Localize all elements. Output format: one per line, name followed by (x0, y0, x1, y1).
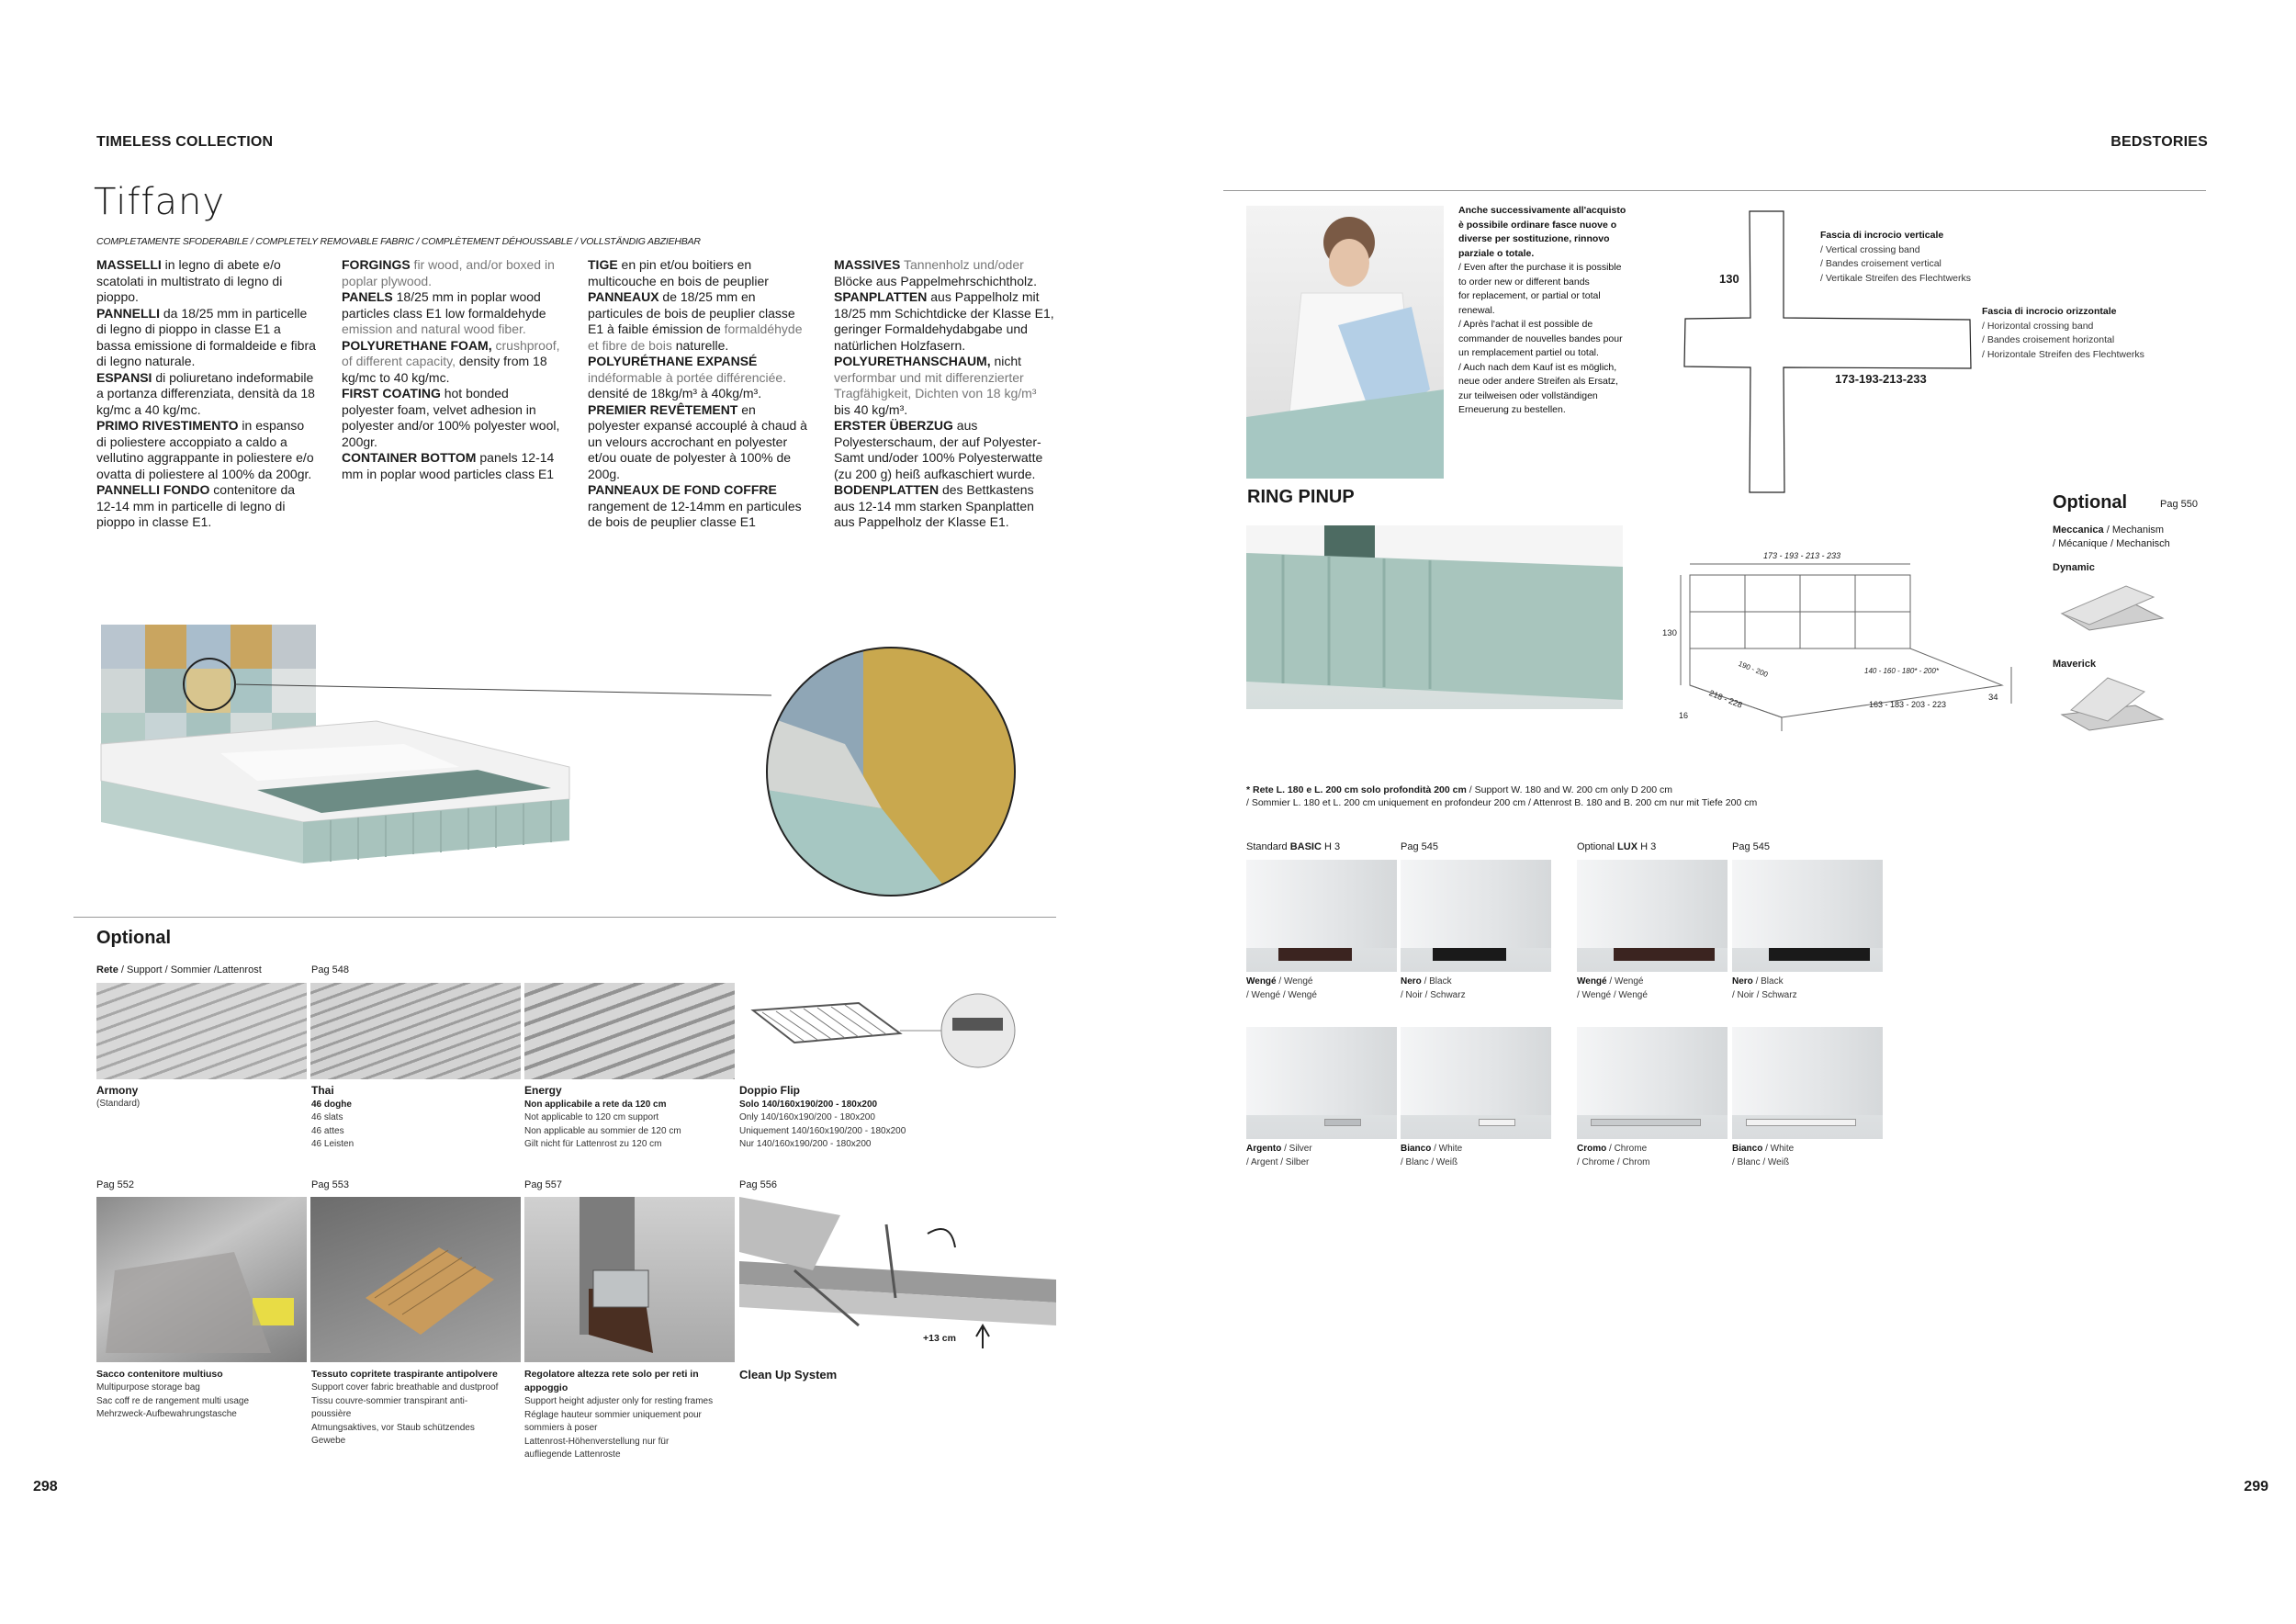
page-number-right: 299 (2244, 1479, 2268, 1494)
spec-paragraph (96, 257, 317, 306)
caption-line: Uniquement 140/160x190/200 - 180x200 (739, 1125, 906, 1136)
band-text-line: renewal. (1458, 304, 1495, 316)
height-adjuster-image (524, 1197, 735, 1362)
tiffany-bed-image (73, 606, 1056, 900)
band-text-bold: è possibile ordinare fasce nuove o (1458, 219, 1617, 231)
band-text-line: / Auch nach dem Kauf ist es möglich, (1458, 361, 1617, 373)
ring-pinup-image (1246, 525, 1623, 709)
dynamic-image (2053, 577, 2167, 641)
specs-french (588, 257, 808, 531)
specs-english (342, 257, 562, 482)
caption-line: Multipurpose storage bag (96, 1382, 200, 1393)
armony-caption (96, 1084, 307, 1111)
spec-term: TIGE (588, 257, 618, 272)
caption-line: Tissu couvre-sommier transpirant anti- (311, 1395, 468, 1406)
band-height: 130 (1719, 272, 1739, 286)
foot-label-bold: Cromo (1577, 1144, 1607, 1154)
spec-text: in espanso di poliestere accoppiato a caldo a vellutino aggrappante in poliestere e/o ovatta di poliestere al 100% da 200gr. (96, 418, 314, 481)
foot-label-text: / White (1762, 1144, 1795, 1154)
foot-label-line2: / Argent / Silber (1246, 1156, 1310, 1167)
caption-line: aufliegende Lattenroste (524, 1449, 621, 1460)
thai-image (310, 983, 521, 1079)
specs-italian (96, 257, 317, 531)
spec-paragraph (342, 289, 562, 338)
bed-side (1401, 1027, 1551, 1115)
spec-paragraph (834, 257, 1054, 289)
spec-text: des Bettkastens aus 12-14 mm starken Spanplatten aus Pappelholz der Klasse E1. (834, 482, 1034, 529)
spec-text: verformbar und mit differenzierter Tragfähigkeit, Dichten von 18 kg/m³ (834, 369, 1037, 400)
caption-name: Energy (524, 1084, 562, 1097)
foot-label (1401, 976, 1466, 1002)
caption-line: Gewebe (311, 1436, 346, 1446)
spec-text: crushproof, of different capacity, (342, 337, 560, 368)
specs-german (834, 257, 1054, 531)
foot-label-bold: Argento (1246, 1144, 1282, 1154)
spec-paragraph (588, 402, 808, 483)
foot-label-text: / Black (1752, 976, 1784, 987)
caption-name: appoggio (524, 1382, 568, 1393)
spec-text: emission and natural wood fiber. (342, 321, 526, 336)
spec-term: BODENPLATTEN (834, 482, 940, 497)
armony-image (96, 983, 307, 1079)
caption-line: poussière (311, 1409, 352, 1419)
bed-side (1732, 860, 1883, 948)
spec-paragraph (588, 482, 808, 531)
horizontal-band-label: Fascia di incrocio orizzontale / Horizontal crossing band / Bandes croisement horizontal / Horizontale Streifen des Flechtwerks (1982, 305, 2166, 362)
spec-text: da 18/25 mm in particelle di legno di pioppo in classe E1 a bassa emissione di formaldeide e fibra di legno naturale. (96, 305, 316, 368)
bed-side (1577, 1027, 1728, 1115)
bed-side (1246, 1027, 1397, 1115)
foot-shape (1591, 1119, 1701, 1126)
caption-line: Sac coff re de rangement multi usage (96, 1395, 250, 1406)
spec-text: bis 40 kg/m³. (834, 401, 908, 417)
caption-name: Sacco contenitore multiuso (96, 1369, 223, 1380)
caption-sub: Solo 140/160x190/200 - 180x200 (739, 1100, 878, 1110)
band-text-bold: parziale o totale. (1458, 247, 1535, 259)
spec-paragraph (96, 306, 317, 370)
spec-term: MASSELLI (96, 257, 162, 272)
spec-text: densité de 18kg/m³ à 40kg/m³. (588, 386, 762, 400)
band-width: 173-193-213-233 (1835, 372, 1927, 386)
dynamic-label: Dynamic (2053, 562, 2095, 573)
dim-foot: 16 (1679, 711, 1689, 720)
caption-line: 46 Leisten (311, 1139, 355, 1149)
bed-side (1732, 1027, 1883, 1115)
caption-line: Only 140/160x190/200 - 180x200 (739, 1112, 875, 1122)
foot-shape (1479, 1119, 1515, 1126)
band-text-line: un remplacement partiel ou total. (1458, 347, 1599, 358)
spec-text: Blöcke aus Pappelmehrschichtholz. (834, 273, 1038, 288)
spec-paragraph (834, 289, 1054, 354)
cleanup-caption (739, 1368, 950, 1382)
vertical-band-label: Fascia di incrocio verticale / Vertical crossing band / Bandes croisement vertical / Vertikale Streifen des Flechtwerks (1820, 229, 2004, 286)
caption-line: Not applicable to 120 cm support (524, 1112, 659, 1122)
doppio-flip-image (739, 983, 1056, 1079)
foot-label (1246, 1143, 1312, 1169)
spec-text: panels 12-14 mm in poplar wood particles class E1 (342, 450, 555, 481)
spec-term: FIRST COATING (342, 386, 441, 400)
foot-shape (1769, 948, 1870, 961)
foot-label-text: / White (1431, 1144, 1463, 1154)
caption-name: Regolatore altezza rete solo per reti in (524, 1369, 699, 1380)
spec-paragraph (588, 289, 808, 354)
spec-term: POLYURÉTHANE EXPANSÉ (588, 354, 758, 368)
foot-label (1577, 1143, 1649, 1169)
foot-label-bold: Nero (1401, 976, 1422, 987)
foot-shape (1433, 948, 1506, 961)
page-number-left: 298 (33, 1479, 58, 1494)
caption-line: 46 slats (311, 1112, 343, 1122)
foot-label-text: / Wengé (1606, 976, 1644, 987)
caption-name: Clean Up System (739, 1368, 838, 1382)
spec-term: CONTAINER BOTTOM (342, 450, 477, 465)
foot-swatch (1577, 1027, 1728, 1139)
ring-pinup-title: RING PINUP (1247, 487, 1355, 507)
caption-line: Nur 140/160x190/200 - 180x200 (739, 1139, 872, 1149)
foot-swatch (1732, 860, 1883, 972)
spec-term: PANNEAUX DE FOND COFFRE (588, 482, 777, 497)
foot-label-line2: / Wengé / Wengé (1246, 989, 1317, 1000)
horizontal-band-line: / Horizontal crossing band (1982, 320, 2094, 332)
sacco-caption (96, 1368, 307, 1422)
caption-line: (Standard) (96, 1099, 141, 1109)
regolatore-caption (524, 1368, 735, 1462)
energy-caption (524, 1084, 735, 1152)
foot-label-bold: Bianco (1732, 1144, 1763, 1154)
spec-text: en polyester expansé accouplé à chaud à un velours accrochant en polyester et/ou ouate de polyester à 100% de 200g. (588, 401, 807, 481)
caption-sub: 46 doghe (311, 1100, 352, 1110)
band-text-line: commander de nouvelles bandes pour (1458, 333, 1623, 344)
caption-line: 46 attes (311, 1125, 344, 1136)
spec-term: PANNELLI (96, 305, 160, 321)
spec-term: PANNEAUX (588, 289, 659, 304)
spec-text: density from 18 kg/mc to 40 kg/mc. (342, 354, 547, 385)
spec-term: POLYURETHANSCHAUM, (834, 354, 991, 368)
caption-line: Non applicable au sommier de 120 cm (524, 1125, 681, 1136)
cleanup-note: +13 cm (923, 1333, 956, 1344)
foot-shape (1746, 1119, 1856, 1126)
bed-side (1246, 860, 1397, 948)
collection-label: TIMELESS COLLECTION (96, 134, 274, 150)
page-title: Tiffany (94, 181, 226, 223)
regolatore-page: Pag 557 (524, 1179, 562, 1190)
dim-h: 130 (1662, 628, 1677, 638)
foot-label-bold: Nero (1732, 976, 1753, 987)
spec-term: PREMIER REVÊTEMENT (588, 401, 738, 417)
spec-text: 18/25 mm in poplar wood particles class E1 low formaldehyde (342, 289, 546, 321)
spec-text: aus Polyesterschaum, der auf Polyester-Samt und/oder 100% Polyesterwatte (zu 200 g) heiß aufkaschiert wurde. (834, 418, 1043, 481)
foot-swatch (1401, 1027, 1551, 1139)
spec-text: en pin et/ou boitiers en multicouche en bois de peuplier (588, 257, 769, 288)
brand-label: BEDSTORIES (2110, 134, 2208, 150)
cover-fabric-image (310, 1197, 521, 1362)
thai-caption (311, 1084, 522, 1152)
optional-feet-label: Optional LUX H 3 (1577, 841, 1657, 852)
vertical-band-line: / Bandes croisement vertical (1820, 258, 1941, 269)
foot-shape (1614, 948, 1715, 961)
spec-term: PANELS (342, 289, 393, 304)
caption-line: Gilt nicht für Lattenrost zu 120 cm (524, 1139, 662, 1149)
foot-label-bold: Bianco (1401, 1144, 1432, 1154)
dim-mid: 190 - 200 (1737, 659, 1770, 680)
foot-shape (1278, 948, 1352, 961)
bed-side (1577, 860, 1728, 948)
sacco-page: Pag 552 (96, 1179, 134, 1190)
spec-term: PRIMO RIVESTIMENTO (96, 418, 239, 433)
band-text-line: Erneuerung zu bestellen. (1458, 404, 1566, 415)
band-text-line: / Après l'achat il est possible de (1458, 319, 1593, 330)
mechanism-label: Meccanica / Mechanism / Mécanique / Mechanisch (2053, 524, 2170, 549)
dim-len: 218 - 228 (1707, 688, 1744, 710)
vertical-band-line: / Vertical crossing band (1820, 243, 1920, 255)
storage-bag-image (96, 1197, 307, 1362)
spec-paragraph (342, 257, 562, 289)
optional-right-title: Optional (2053, 492, 2128, 513)
spec-term: PANNELLI FONDO (96, 482, 210, 497)
cleanup-page: Pag 556 (739, 1179, 777, 1190)
foot-label (1732, 976, 1797, 1002)
spec-text: contenitore da 12-14 mm in particelle di legno di pioppo in classe E1. (96, 482, 296, 529)
subtitle: COMPLETAMENTE SFODERABILE / COMPLETELY REMOVABLE FABRIC / COMPLÈTEMENT DÉHOUSSABLE / VOLLSTÄNDIG ABZIEHBAR (96, 236, 701, 247)
spec-paragraph (834, 482, 1054, 531)
spec-paragraph (342, 338, 562, 387)
foot-label-text: / Silver (1281, 1144, 1312, 1154)
band-text-line: / Even after the purchase it is possible (1458, 262, 1622, 273)
spec-text: Tannenholz und/oder (900, 257, 1024, 272)
band-text-bold: Anche successivamente all'acquisto (1458, 205, 1626, 216)
support-note: * Rete L. 180 e L. 200 cm solo profondità 200 cm / Support W. 180 and W. 200 cm only D 200 cm / Sommier L. 180 et L. 200 cm uniquement en profondeur 200 cm / Attenrost B. 180 and B. 200 cm nur mit Tiefe 200 cm (1246, 784, 1758, 808)
spec-text: naturelle. (671, 337, 729, 353)
caption-line: Lattenrost-Höhenverstellung nur für (524, 1436, 670, 1447)
spec-text: aus Pappelholz mit 18/25 mm Schichtdicke der Klasse E1, geringer Formaldehydabgabe und natürlichen Holzfasern. (834, 289, 1054, 353)
spec-paragraph (342, 386, 562, 450)
spec-term: ESPANSI (96, 369, 152, 385)
foot-label-text: / Wengé (1276, 976, 1313, 987)
foot-label-line2: / Chrome / Chrom (1577, 1156, 1650, 1167)
spec-paragraph (96, 482, 317, 531)
spec-text: formaldéhyde et fibre de bois (588, 321, 803, 353)
foot-swatch (1401, 860, 1551, 972)
bed-side (1401, 860, 1551, 948)
foot-label-line2: / Blanc / Weiß (1401, 1156, 1458, 1167)
foot-label-text: / Black (1421, 976, 1452, 987)
spec-text: indéformable à portée différenciée. (588, 369, 787, 385)
foot-label-line2: / Noir / Schwarz (1732, 989, 1797, 1000)
foot-swatch (1732, 1027, 1883, 1139)
spec-text: di poliuretano indeformabile a portanza differenziata, densità da 18 kg/mc a 40 kg/mc. (96, 369, 315, 417)
foot-label (1401, 1143, 1462, 1169)
band-text-line: for replacement, or partial or total (1458, 290, 1601, 301)
band-text-line: neue oder andere Streifen als Ersatz, (1458, 376, 1618, 387)
vertical-band-line: / Vertikale Streifen des Flechtwerks (1820, 272, 1971, 284)
dim-inner: 140 - 160 - 180* - 200* (1864, 667, 1939, 675)
rete-label: Rete / Support / Sommier /Lattenrost (96, 964, 262, 976)
optional-right-page: Pag 550 (2160, 499, 2198, 510)
caption-line: Réglage hauteur sommier uniquement pour (524, 1409, 702, 1420)
dim-base: 163 - 183 - 203 - 223 (1869, 700, 1947, 709)
spec-text: fir wood, and/or boxed in poplar plywood. (342, 257, 555, 288)
caption-line: Support cover fabric breathable and dustproof (311, 1382, 499, 1393)
spec-term: ERSTER ÜBERZUG (834, 418, 953, 433)
spec-paragraph (588, 354, 808, 402)
standard-feet-page: Pag 545 (1401, 841, 1438, 852)
dim-side: 34 (1988, 693, 1998, 703)
foot-swatch (1577, 860, 1728, 972)
foot-label-text: / Chrome (1606, 1144, 1648, 1154)
horizontal-band-line: / Horizontale Streifen des Flechtwerks (1982, 348, 2144, 360)
band-text-line: to order new or different bands (1458, 276, 1590, 288)
caption-name: Armony (96, 1084, 139, 1097)
spec-term: MASSIVES (834, 257, 901, 272)
doppio-flip-caption (739, 1084, 950, 1152)
spec-paragraph (96, 418, 317, 482)
energy-image (524, 983, 735, 1079)
spec-paragraph (834, 418, 1054, 482)
foot-swatch (1246, 860, 1397, 972)
foot-shape (1324, 1119, 1361, 1126)
caption-line: Mehrzweck-Aufbewahrungstasche (96, 1409, 237, 1419)
spec-text: in legno di abete e/o scatolati in multistrato di legno di pioppo. (96, 257, 283, 304)
spec-text: de 18/25 mm en particules de bois de peuplier classe E1 à faible émission de (588, 289, 795, 336)
optional-left-title: Optional (96, 928, 172, 948)
spec-term: SPANPLATTEN (834, 289, 928, 304)
spec-paragraph (834, 354, 1054, 418)
foot-swatch (1246, 1027, 1397, 1139)
foot-label-bold: Wengé (1246, 976, 1277, 987)
foot-label (1577, 976, 1648, 1002)
rete-page: Pag 548 (311, 964, 349, 976)
spec-text: nicht (990, 354, 1022, 368)
foot-label (1732, 1143, 1794, 1169)
spec-paragraph (588, 257, 808, 289)
caption-sub: Non applicabile a rete da 120 cm (524, 1100, 667, 1110)
spec-term: FORGINGS (342, 257, 411, 272)
caption-line: Support height adjuster only for resting frames (524, 1396, 714, 1406)
dim-top: 173 - 193 - 213 - 233 (1763, 551, 1841, 560)
tessuto-page: Pag 553 (311, 1179, 349, 1190)
caption-name: Tessuto copritete traspirante antipolvere (311, 1369, 498, 1380)
foot-label-line2: / Noir / Schwarz (1401, 989, 1466, 1000)
maverick-image (2053, 673, 2167, 738)
clean-up-image (739, 1197, 1056, 1362)
caption-name: Thai (311, 1084, 334, 1097)
spec-text: rangement de 12-14mm en particules de bois de peuplier classe E1 (588, 498, 802, 529)
foot-label-bold: Wengé (1577, 976, 1607, 987)
bed-dimension-drawing (1662, 547, 2020, 731)
band-text-line: zur teilweisen oder vollständigen (1458, 389, 1598, 401)
foot-label-line2: / Wengé / Wengé (1577, 989, 1648, 1000)
caption-line: sommiers à poser (524, 1423, 598, 1433)
spec-term: POLYURETHANE FOAM, (342, 337, 492, 353)
foot-label (1246, 976, 1317, 1002)
tessuto-caption (311, 1368, 522, 1449)
woman-with-band-image (1246, 206, 1444, 479)
spec-text: hot bonded polyester foam, velvet adhesion in polyester and/or 100% polyester wool, 200gr. (342, 386, 560, 449)
optional-feet-page: Pag 545 (1732, 841, 1770, 852)
standard-feet-label: Standard BASIC H 3 (1246, 841, 1341, 852)
horizontal-band-line: / Bandes croisement horizontal (1982, 334, 2115, 345)
caption-line: Atmungsaktives, vor Staub schützendes (311, 1422, 475, 1433)
band-text (1458, 204, 1660, 418)
caption-name: Doppio Flip (739, 1084, 800, 1097)
foot-label-line2: / Blanc / Weiß (1732, 1156, 1790, 1167)
spec-paragraph (342, 450, 562, 482)
maverick-label: Maverick (2053, 659, 2097, 670)
band-text-bold: diverse per sostituzione, rinnovo (1458, 233, 1610, 244)
spec-paragraph (96, 370, 317, 419)
